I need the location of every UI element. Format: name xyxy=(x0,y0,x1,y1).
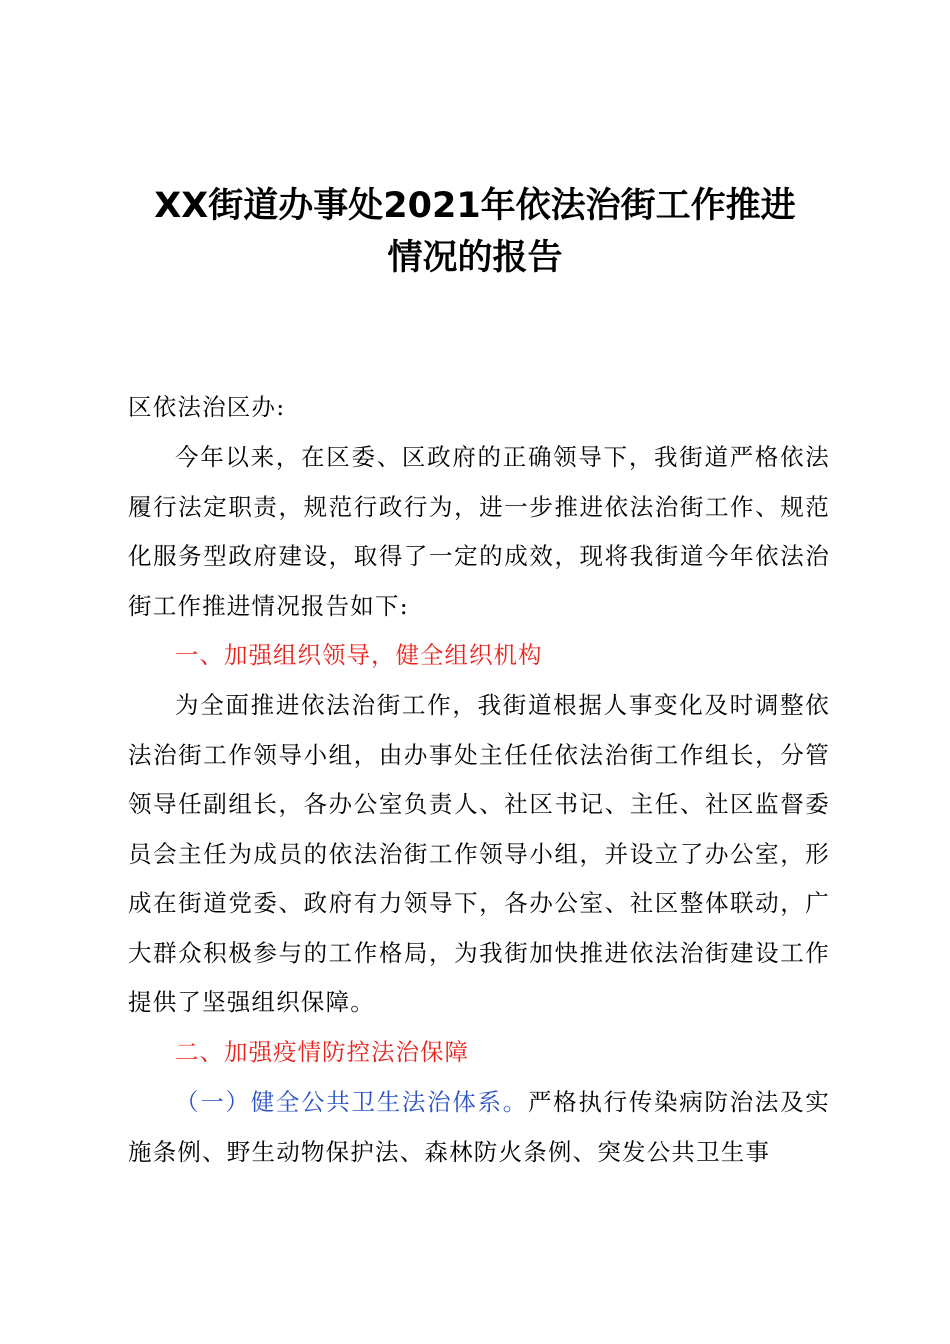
salutation: 区依法治区办: xyxy=(128,393,286,421)
title-line-1: XX街道办事处2021年依法治街工作推进 xyxy=(154,186,796,226)
title-line-2: 情况的报告 xyxy=(387,238,563,278)
section-1-paragraph: 为全面推进依法治街工作，我街道根据人事变化及时调整依法治街工作领导小组，由办事处主任任依法治街工作组长，分管领导任副组长，各办公室负责人、社区书记、主任、社区监督委员会主任为成员的依法治街工作领导小组，并设立了办公室，形成在街道党委、政府有力领导下，各办公室、社区整体联动，广大群众积极参与的工作格局，为我街加快推进依法治街建设工作提供了坚强组织保障。 xyxy=(128,691,830,1016)
section-1-heading: 一、加强组织领导，健全组织机构 xyxy=(175,641,543,669)
intro-paragraph: 今年以来，在区委、区政府的正确领导下，我街道严格依法履行法定职责，规范行政行为，进一步推进依法治街工作、规范化服务型政府建设，取得了一定的成效，现将我街道今年依法治街工作推进情况报告如下: xyxy=(128,443,830,620)
document-title xyxy=(100,180,850,284)
section-2-subsection-1 xyxy=(128,1078,830,1177)
section-2-heading: 二、加强疫情防控法治保障 xyxy=(175,1038,469,1066)
subsection-1-label: （一）健全公共卫生法治体系。 xyxy=(175,1088,528,1116)
subsection-1-text: 严格执行传染病防治法及实施条例、野生动物保护法、森林防火条例、突发公共卫生事 xyxy=(128,1088,830,1166)
